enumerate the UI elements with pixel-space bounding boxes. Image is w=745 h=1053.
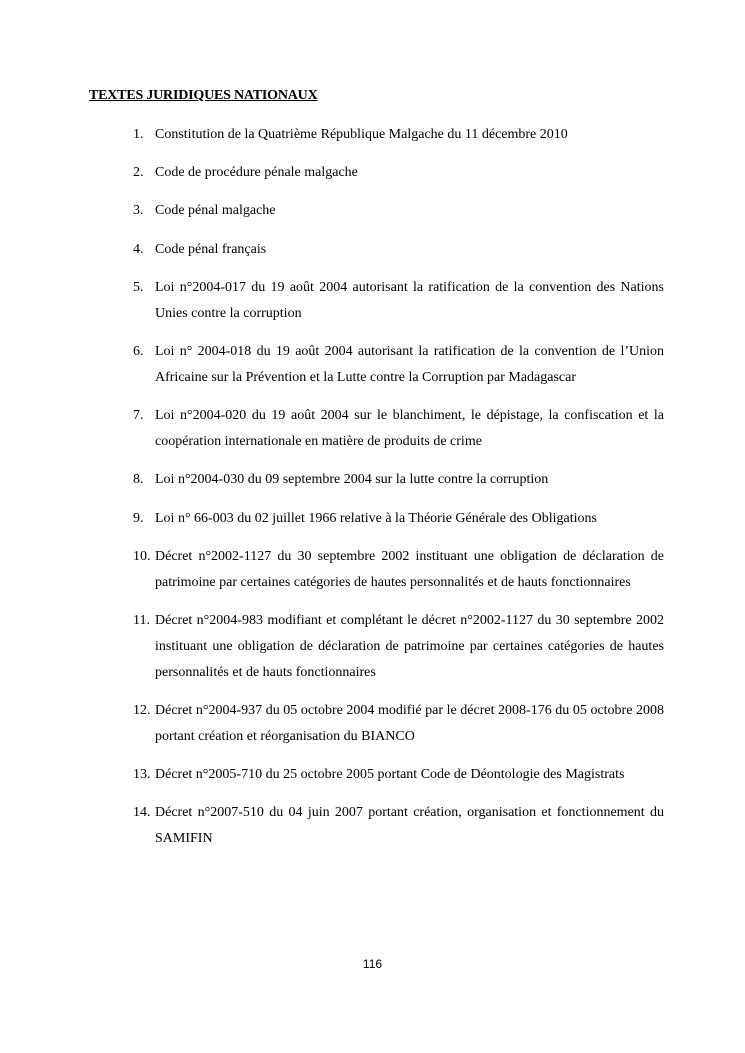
reference-number: 2. bbox=[133, 165, 144, 181]
reference-number: 7. bbox=[133, 408, 144, 424]
reference-item bbox=[133, 506, 664, 532]
reference-number: 1. bbox=[133, 127, 144, 142]
reference-number: 8. bbox=[133, 472, 144, 488]
reference-text: Constitution de la Quatrième République Malgache du 11 décembre 2010 bbox=[155, 127, 568, 142]
reference-text: Loi n°2004-030 du 09 septembre 2004 sur la lutte contre la corruption bbox=[155, 472, 549, 488]
reference-item bbox=[133, 544, 664, 596]
reference-item bbox=[133, 800, 664, 852]
reference-item bbox=[133, 762, 664, 788]
reference-text: Loi n° 2004-018 du 19 août 2004 autorisant la ratification de la convention de l’Union Africaine sur la Prévention et la Lutte contre la Corruption par Madagascar bbox=[155, 343, 664, 385]
reference-item bbox=[133, 339, 664, 391]
reference-text: Code pénal français bbox=[155, 241, 267, 257]
reference-text: Code de procédure pénale malgache bbox=[155, 165, 358, 181]
reference-number: 14. bbox=[133, 805, 151, 821]
reference-text: Loi n° 66-003 du 02 juillet 1966 relative à la Théorie Générale des Obligations bbox=[155, 510, 597, 526]
reference-number: 3. bbox=[133, 203, 144, 219]
reference-text: Loi n°2004-017 du 19 août 2004 autorisant la ratification de la convention des Nations Unies contre la corruption bbox=[155, 279, 664, 321]
reference-item bbox=[133, 608, 664, 686]
reference-number: 12. bbox=[133, 703, 151, 719]
reference-item bbox=[133, 198, 664, 224]
reference-item bbox=[133, 275, 664, 327]
reference-number: 5. bbox=[133, 279, 144, 295]
reference-text: Décret n°2005-710 du 25 octobre 2005 portant Code de Déontologie des Magistrats bbox=[155, 767, 625, 783]
reference-list bbox=[133, 122, 664, 865]
reference-text: Décret n°2007-510 du 04 juin 2007 portant création, organisation et fonctionnement du SAMIFIN bbox=[155, 805, 664, 847]
reference-item bbox=[133, 237, 664, 263]
page-number: 116 bbox=[362, 957, 383, 971]
reference-text: Décret n°2004-983 modifiant et complétant le décret n°2002-1127 du 30 septembre 2002 instituant une obligation de déclaration de patrimoine par certaines catégories de hautes personnalités et de hauts fonctionnaires bbox=[155, 612, 664, 680]
reference-item bbox=[133, 122, 664, 148]
reference-number: 6. bbox=[133, 343, 144, 359]
reference-number: 13. bbox=[133, 767, 151, 783]
reference-text: Décret n°2004-937 du 05 octobre 2004 modifié par le décret 2008-176 du 05 octobre 2008 portant création et réorganisation du BIANCO bbox=[155, 703, 664, 745]
reference-number: 10. bbox=[133, 548, 151, 564]
section-heading: TEXTES JURIDIQUES NATIONAUX bbox=[89, 88, 318, 103]
reference-number: 11. bbox=[133, 612, 150, 628]
reference-number: 4. bbox=[133, 241, 144, 257]
reference-number: 9. bbox=[133, 510, 144, 526]
reference-item bbox=[133, 403, 664, 455]
reference-item bbox=[133, 467, 664, 493]
reference-text: Code pénal malgache bbox=[155, 203, 276, 219]
reference-item bbox=[133, 160, 664, 186]
reference-item bbox=[133, 698, 664, 750]
reference-text: Décret n°2002-1127 du 30 septembre 2002 instituant une obligation de déclaration de patrimoine par certaines catégories de hautes personnalités et de hauts fonctionnaires bbox=[155, 548, 664, 590]
reference-text: Loi n°2004-020 du 19 août 2004 sur le blanchiment, le dépistage, la confiscation et la coopération internationale en matière de produits de crime bbox=[155, 408, 664, 450]
